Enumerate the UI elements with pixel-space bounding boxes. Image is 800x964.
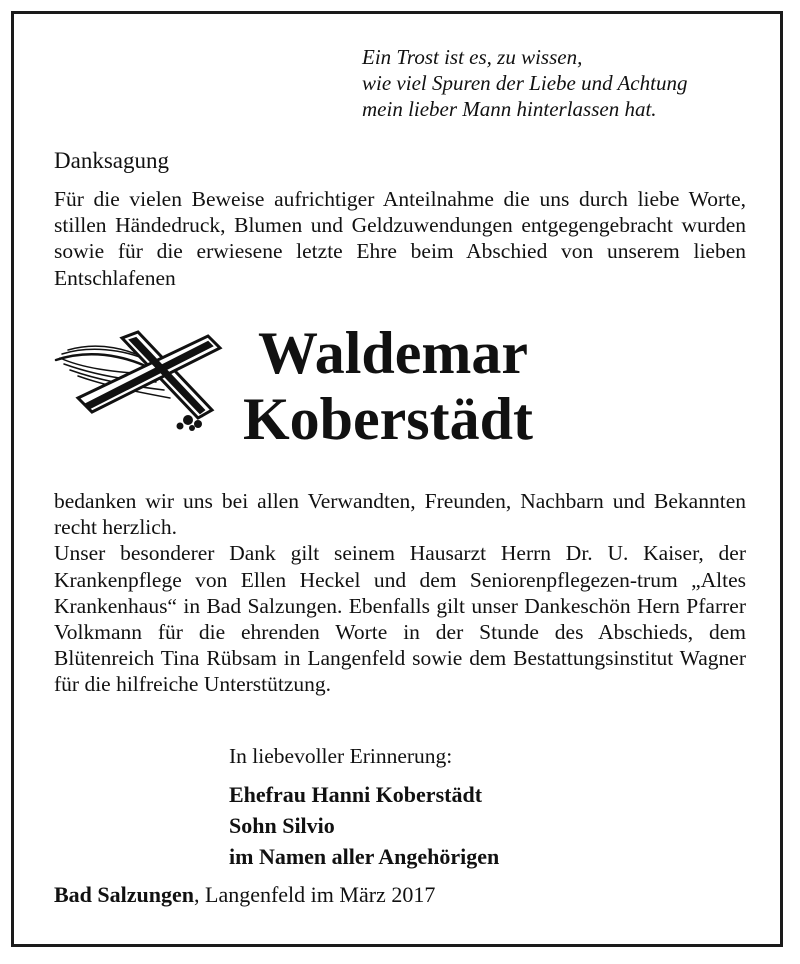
quote-block — [362, 44, 687, 122]
mourner-line: Sohn Silvio — [229, 813, 335, 838]
place-date-rest: , Langenfeld im März 2017 — [194, 882, 436, 907]
mourner-line: im Namen aller Angehörigen — [229, 844, 500, 869]
deceased-first-name: Waldemar — [258, 320, 528, 386]
closing-block — [229, 743, 499, 872]
heading-danksagung: Danksagung — [54, 148, 169, 173]
quote-line: Ein Trost ist es, zu wissen, — [362, 45, 583, 69]
deceased-last-name: Koberstädt — [243, 386, 533, 452]
cross-with-palm-branch-icon — [52, 328, 230, 434]
thanks-text: Unser besonderer Dank gilt seinem Hausarzt Herrn Dr. U. Kaiser, der Krankenpflege von Ellen Heckel und dem Seniorenpflegezen-trum „Altes Krankenhaus“ in Bad Salzungen. Ebenfalls gilt unser Dankeschön Hern Pfarrer Volkmann für die ehrenden Worte in der Stunde des Abschieds, dem Blütenreich Tina Rübsam in Langenfeld sowie dem Bestattungsinstitut Wagner für die hilfreiche Unterstützung. — [54, 541, 746, 697]
place-bold: Bad Salzungen — [54, 882, 194, 907]
quote-line: mein lieber Mann hinterlassen hat. — [362, 97, 657, 121]
intro-paragraph: Für die vielen Beweise aufrichtiger Anteilnahme die uns durch liebe Worte, stillen Händedruck, Blumen und Geldzuwendungen entgegengebracht wurden sowie für die erwiesene letzte Ehre beim Abschied von unserem lieben Entschlafenen — [54, 187, 746, 290]
mourner-line: Ehefrau Hanni Koberstädt — [229, 782, 483, 807]
closing-intro: In liebevoller Erinnerung: — [229, 744, 453, 768]
quote-line: wie viel Spuren der Liebe und Achtung — [362, 71, 688, 95]
thanks-text: bedanken wir uns bei allen Verwandten, Freunden, Nachbarn und Bekannten recht herzlich. — [54, 489, 746, 540]
thanks-paragraph — [54, 488, 746, 698]
place-date-line — [54, 880, 435, 910]
